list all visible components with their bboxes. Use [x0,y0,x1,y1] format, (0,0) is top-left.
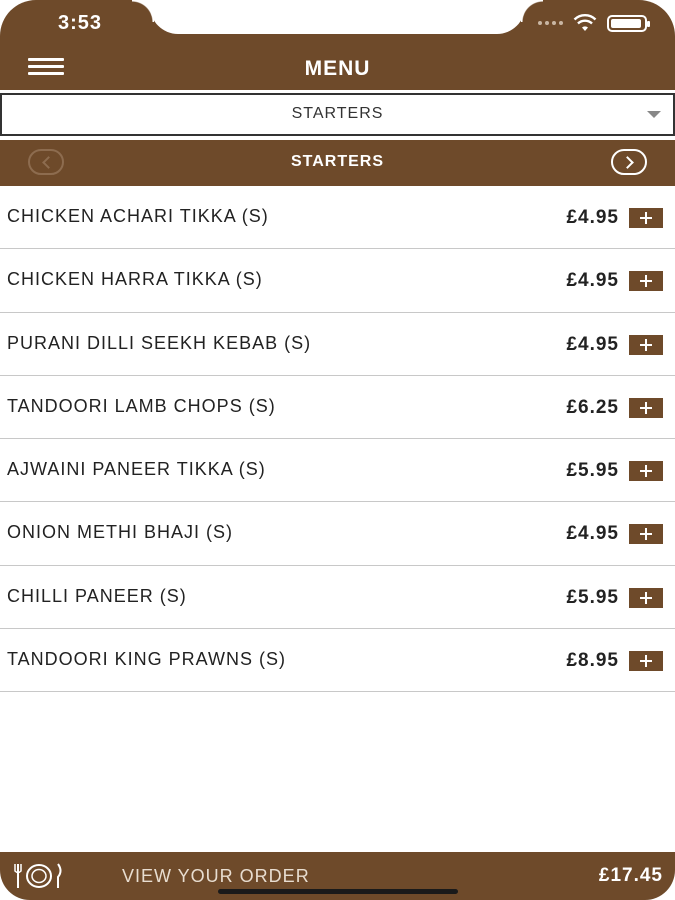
menu-item-price: £5.95 [566,460,619,482]
dropdown-caret-icon [647,111,661,118]
status-time: 3:53 [58,12,103,34]
add-item-button[interactable] [629,588,663,608]
add-item-button[interactable] [629,524,663,544]
menu-item [0,502,675,565]
status-icons [538,14,647,32]
menu-item-name: ONION METHI BHAJI (S) [7,522,234,543]
menu-item-price: £8.95 [566,650,619,672]
menu-item [0,629,675,692]
menu-item-name: TANDOORI LAMB CHOPS (S) [7,395,276,416]
menu-item [0,249,675,312]
page-title: MENU [304,57,371,80]
home-indicator[interactable] [218,889,458,894]
section-title: STARTERS [290,153,385,170]
order-total: £17.45 [598,865,663,886]
add-item-button[interactable] [629,398,663,418]
app-header [0,0,675,90]
next-section-button[interactable] [611,149,647,175]
battery-icon [607,15,647,32]
menu-item-price: £4.95 [566,333,619,355]
add-item-button[interactable] [629,651,663,671]
menu-item-price: £6.25 [566,396,619,418]
device-notch [150,0,525,34]
add-item-button[interactable] [629,271,663,291]
menu-item-name: CHILLI PANEER (S) [7,585,187,606]
section-nav-bar [0,140,675,186]
menu-item-name: AJWAINI PANEER TIKKA (S) [7,459,266,480]
view-order-label: VIEW YOUR ORDER [122,866,310,886]
menu-item-list [0,186,675,692]
menu-item-price: £4.95 [566,523,619,545]
menu-item-name: CHICKEN ACHARI TIKKA (S) [7,206,269,226]
menu-item-name: PURANI DILLI SEEKH KEBAB (S) [7,332,312,353]
menu-item-price: £4.95 [566,270,619,292]
category-dropdown[interactable] [0,93,675,136]
wifi-icon [573,14,597,32]
menu-item [0,566,675,629]
menu-item [0,439,675,502]
menu-item-name: CHICKEN HARRA TIKKA (S) [7,269,263,290]
add-item-button[interactable] [629,461,663,481]
menu-item-price: £5.95 [566,586,619,608]
plate-cutlery-icon [14,861,64,891]
menu-item-price: £4.95 [566,207,619,228]
menu-item [0,186,675,249]
chevron-right-icon [621,156,634,169]
add-item-button[interactable] [629,335,663,355]
menu-item [0,376,675,439]
menu-item [0,313,675,376]
category-dropdown-value: STARTERS [291,105,384,122]
signal-icon [538,21,563,25]
add-item-button[interactable] [629,208,663,228]
menu-item-name: TANDOORI KING PRAWNS (S) [7,649,287,670]
